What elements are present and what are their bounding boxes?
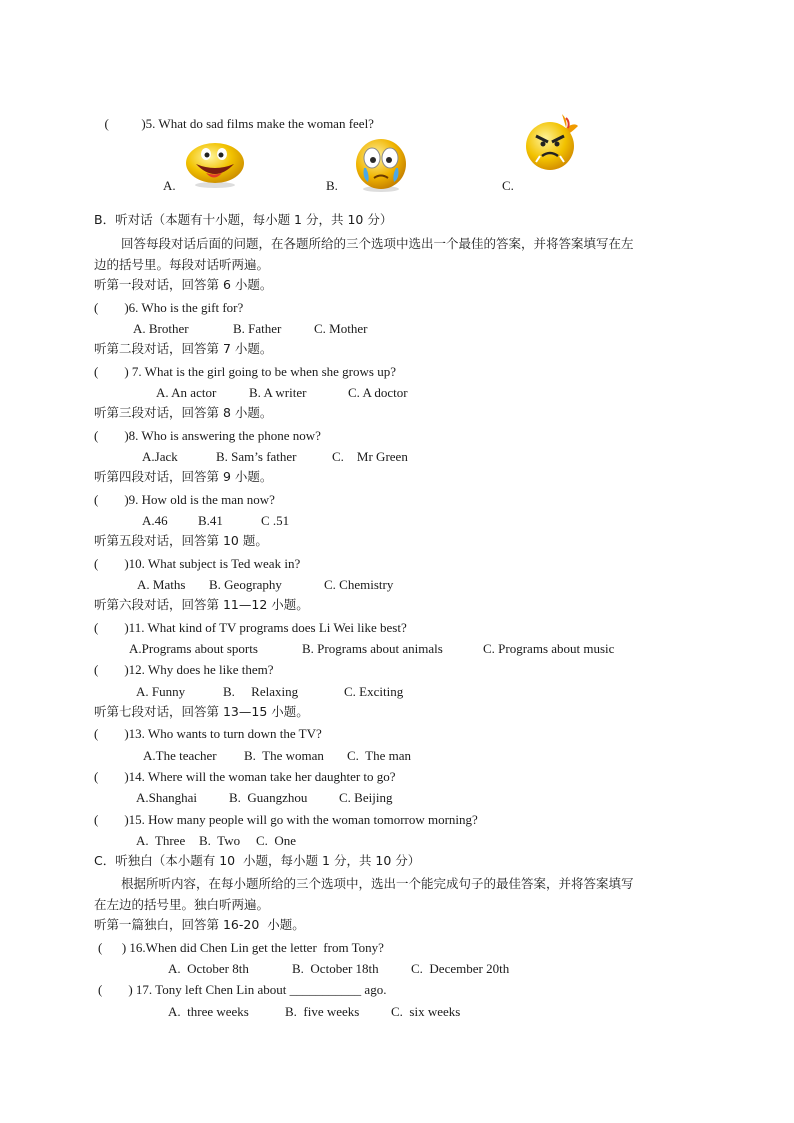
question-10 bbox=[94, 556, 300, 572]
answer-paren: ( ) bbox=[94, 726, 129, 741]
question-15 bbox=[94, 812, 478, 828]
option-c: C. One bbox=[256, 833, 297, 848]
section-c-instruction-cont: 在左边的括号里。独白听两遍。 bbox=[94, 897, 270, 912]
option-a: A. Three bbox=[136, 833, 186, 848]
question-text: 16.When did Chen Lin get the letter from Tony? bbox=[126, 940, 384, 955]
option-a: A.Programs about sports bbox=[129, 641, 258, 656]
option-c: C .51 bbox=[261, 513, 290, 528]
option-c: C. A doctor bbox=[348, 385, 408, 400]
option-c: C. The man bbox=[347, 748, 412, 763]
answer-paren: ( ) bbox=[104, 116, 146, 131]
section-b-instruction: 回答每段对话后面的问题，在各题所给的三个选项中选出一个最佳的答案，并将答案填写在左 bbox=[121, 236, 634, 251]
question-text: 11. What kind of TV programs does Li Wei like best? bbox=[128, 620, 407, 635]
dialogue-4-heading: 听第四段对话，回答第 9 小题。 bbox=[94, 469, 273, 484]
question-text: 17. Tony left Chen Lin about bbox=[132, 982, 290, 997]
question-text: 14. Where will the woman take her daughter to go? bbox=[128, 769, 396, 784]
answer-paren: ( ) bbox=[94, 428, 129, 443]
option-c: C. Mr Green bbox=[332, 449, 408, 464]
section-c-instruction: 根据所听内容，在每小题所给的三个选项中，选出一个能完成句子的最佳答案，并将答案填写 bbox=[121, 876, 634, 891]
option-b: B.41 bbox=[198, 513, 223, 528]
section-c-heading: C．听独白（本小题有 10 小题，每小题 1 分，共 10 分） bbox=[94, 853, 421, 868]
dialogue-1-heading: 听第一段对话，回答第 6 小题。 bbox=[94, 277, 273, 292]
answer-paren: ( ) bbox=[94, 769, 129, 784]
section-b-heading: B．听对话（本题有十小题，每小题 1 分，共 10 分） bbox=[94, 212, 393, 227]
question-text: 8. Who is answering the phone now? bbox=[128, 428, 321, 443]
option-a-label: A. bbox=[163, 178, 176, 193]
option-b: B. Two bbox=[199, 833, 241, 848]
question-12 bbox=[94, 662, 274, 678]
answer-paren: ( ) bbox=[94, 364, 129, 379]
option-a: A. Maths bbox=[137, 577, 186, 592]
dialogue-2-heading: 听第二段对话，回答第 7 小题。 bbox=[94, 341, 273, 356]
option-b: B. five weeks bbox=[285, 1004, 360, 1019]
dialogue-5-heading: 听第五段对话，回答第 10 题。 bbox=[94, 533, 268, 548]
question-5 bbox=[98, 100, 374, 132]
crying-face-icon bbox=[350, 138, 412, 192]
answer-paren: ( ) bbox=[98, 982, 133, 997]
question-9 bbox=[94, 492, 275, 508]
answer-paren: ( ) bbox=[94, 492, 129, 507]
question-17 bbox=[98, 982, 386, 998]
option-a: A.Shanghai bbox=[136, 790, 198, 805]
question-text: 15. How many people will go with the woman tomorrow morning? bbox=[128, 812, 478, 827]
option-b: B. Programs about animals bbox=[302, 641, 443, 656]
option-a: A. three weeks bbox=[168, 1004, 249, 1019]
option-c: C. Beijing bbox=[339, 790, 393, 805]
dialogue-3-heading: 听第三段对话，回答第 8 小题。 bbox=[94, 405, 273, 420]
option-c: C. Chemistry bbox=[324, 577, 394, 592]
angry-face-icon bbox=[522, 112, 582, 174]
question-text: 5. What do sad films make the woman feel? bbox=[145, 116, 374, 131]
option-a: A. Funny bbox=[136, 684, 186, 699]
answer-paren: ( ) bbox=[98, 940, 127, 955]
option-c: C. six weeks bbox=[391, 1004, 461, 1019]
answer-paren: ( ) bbox=[94, 620, 129, 635]
option-a: A. An actor bbox=[156, 385, 217, 400]
answer-paren: ( ) bbox=[94, 556, 129, 571]
question-text: 10. What subject is Ted weak in? bbox=[128, 556, 301, 571]
section-b-instruction-cont: 边的括号里。每段对话听两遍。 bbox=[94, 257, 270, 272]
answer-blank: ___________ bbox=[289, 982, 362, 997]
option-b: B. October 18th bbox=[292, 961, 379, 976]
option-c: C. Exciting bbox=[344, 684, 404, 699]
dialogue-6-heading: 听第六段对话，回答第 11—12 小题。 bbox=[94, 597, 309, 612]
question-text: 6. Who is the gift for? bbox=[128, 300, 244, 315]
option-c: C. Mother bbox=[314, 321, 368, 336]
question-14 bbox=[94, 769, 396, 785]
happy-face-icon bbox=[184, 140, 246, 188]
option-a: A.46 bbox=[142, 513, 168, 528]
question-text: 7. What is the girl going to be when she grows up? bbox=[128, 364, 396, 379]
option-a: A. October 8th bbox=[168, 961, 249, 976]
option-a: A.Jack bbox=[142, 449, 178, 464]
dialogue-7-heading: 听第七段对话，回答第 13—15 小题。 bbox=[94, 704, 309, 719]
question-13 bbox=[94, 726, 322, 742]
option-a: A.The teacher bbox=[143, 748, 217, 763]
option-c: C. December 20th bbox=[411, 961, 510, 976]
option-b: B. A writer bbox=[249, 385, 307, 400]
option-b: B. The woman bbox=[244, 748, 324, 763]
option-b: B. Guangzhou bbox=[229, 790, 308, 805]
monologue-1-heading: 听第一篇独白，回答第 16-20 小题。 bbox=[94, 917, 305, 932]
answer-paren: ( ) bbox=[94, 812, 129, 827]
option-b: B. Sam’s father bbox=[216, 449, 297, 464]
option-c: C. Programs about music bbox=[483, 641, 615, 656]
question-11 bbox=[94, 620, 407, 636]
question-text: 9. How old is the man now? bbox=[128, 492, 275, 507]
option-b: B. Geography bbox=[209, 577, 282, 592]
option-b: B. Father bbox=[233, 321, 282, 336]
question-7 bbox=[94, 364, 396, 380]
option-a: A. Brother bbox=[133, 321, 189, 336]
option-b-label: B. bbox=[326, 178, 338, 193]
question-text: 12. Why does he like them? bbox=[128, 662, 274, 677]
answer-paren: ( ) bbox=[94, 662, 129, 677]
question-16 bbox=[98, 940, 384, 956]
question-text: 13. Who wants to turn down the TV? bbox=[128, 726, 322, 741]
option-c-label: C. bbox=[502, 178, 514, 193]
option-b: B. Relaxing bbox=[223, 684, 299, 699]
question-text-end: ago. bbox=[361, 982, 387, 997]
question-6 bbox=[94, 300, 243, 316]
answer-paren: ( ) bbox=[94, 300, 129, 315]
question-8 bbox=[94, 428, 321, 444]
